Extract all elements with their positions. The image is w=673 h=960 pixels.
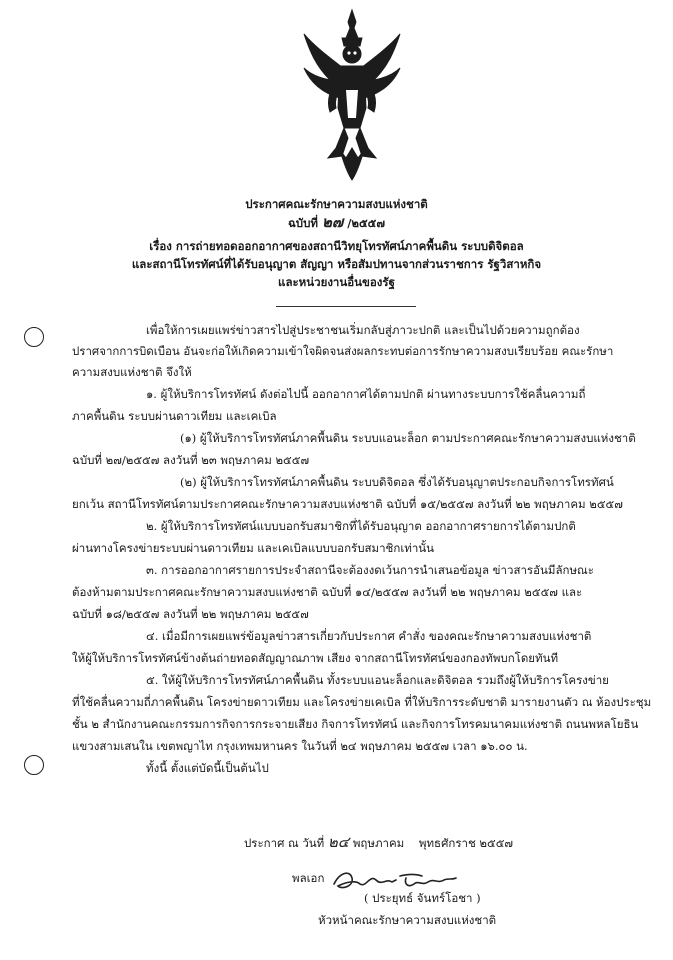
body-line: ๒. ผู้ให้บริการโทรทัศน์แบบบอกรับสมาชิกที่ได้รับอนุญาต ออกอากาศรายการได้ตามปกติ	[146, 519, 576, 533]
body-line: ๔. เมื่อมีการเผยแพร่ข้อมูลข่าวสารเกี่ยวกับประกาศ คำสั่ง ของคณะรักษาความสงบแห่งชาติ	[146, 629, 592, 643]
subject-line-2: และสถานีโทรทัศน์ที่ได้รับอนุญาต สัญญา หรือสัมปทานจากส่วนราชการ รัฐวิสาหกิจ	[131, 257, 542, 271]
punch-hole-bottom	[24, 755, 44, 775]
body-line: เพื่อให้การเผยแพร่ข่าวสารไปสู่ประชาชนเริ่มกลับสู่ภาวะปกติ และเป็นไปด้วยความถูกต้อง	[146, 323, 580, 337]
number-suffix: /๒๕๕๗	[347, 216, 386, 230]
body-line: แขวงสามเสนใน เขตพญาไท กรุงเทพมหานคร ในวันที่ ๒๔ พฤษภาคม ๒๕๕๗ เวลา ๑๖.๐๐ น.	[72, 739, 528, 753]
body-line: ชั้น ๒ สำนักงานคณะกรรมการกิจการกระจายเสียง กิจการโทรทัศน์ และกิจการโทรคมนาคมแห่งชาติ ถนนพหลโยธิน	[72, 717, 639, 731]
signer-position: หัวหน้าคณะรักษาความสงบแห่งชาติ	[318, 913, 497, 927]
date-prefix: ประกาศ ณ วันที่	[244, 836, 325, 850]
body-line: ยกเว้น สถานีโทรทัศน์ตามประกาศคณะรักษาความสงบแห่งชาติ ฉบับที่ ๑๕/๒๕๕๗ ลงวันที่ ๒๒ พฤษภาคม ๒๕๕๗	[72, 497, 623, 511]
body-line: ๑. ผู้ให้บริการโทรทัศน์ ดังต่อไปนี้ ออกอากาศได้ตามปกติ ผ่านทางระบบการใช้คลื่นความถี่	[146, 387, 586, 401]
body-line: ให้ผู้ให้บริการโทรทัศน์ข้างต้นถ่ายทอดสัญญาณภาพ เสียง จากสถานีโทรทัศน์ของกองทัพบกโดยทันที	[72, 651, 559, 665]
announcement-number	[0, 214, 673, 231]
subject-line-1: เรื่อง การถ่ายทอดออกอากาศของสถานีวิทยุโทรทัศน์ภาคพื้นดิน ระบบดิจิตอล	[149, 239, 524, 253]
date-month: พฤษภาคม	[352, 836, 405, 850]
announcement-date	[244, 834, 513, 851]
body-line: (๒) ผู้ให้บริการโทรทัศน์ภาคพื้นดิน ระบบดิจิตอล ซึ่งได้รับอนุญาตประกอบกิจการโทรทัศน์	[180, 475, 614, 489]
body-line: ต้องห้ามตามประกาศคณะรักษาความสงบแห่งชาติ ฉบับที่ ๑๔/๒๕๕๗ ลงวันที่ ๒๒ พฤษภาคม ๒๕๕๗ และ	[72, 585, 583, 599]
handwritten-signature	[330, 868, 460, 892]
body-line: ทั้งนี้ ตั้งแต่บัดนี้เป็นต้นไป	[146, 761, 269, 775]
body-line: ที่ใช้คลื่นความถี่ภาคพื้นดิน โครงข่ายดาวเทียม และโครงข่ายเคเบิล ที่ให้บริการระดับชาติ มารายงานตัว ณ ห้องประชุม	[72, 695, 652, 709]
body-line: ๕. ให้ผู้ให้บริการโทรทัศน์ภาคพื้นดิน ทั้งระบบแอนะล็อกและดิจิตอล รวมถึงผู้ให้บริการโครงข่าย	[146, 673, 609, 687]
body-line: ผ่านทางโครงข่ายระบบผ่านดาวเทียม และเคเบิลแบบบอกรับสมาชิกเท่านั้น	[72, 541, 435, 555]
body-line: (๑) ผู้ให้บริการโทรทัศน์ภาคพื้นดิน ระบบแอนะล็อก ตามประกาศคณะรักษาความสงบแห่งชาติ	[180, 431, 636, 445]
signer-name: ( ประยุทธ์ จันทร์โอชา )	[364, 891, 481, 905]
body-line: ฉบับที่ ๑๘/๒๕๕๗ ลงวันที่ ๒๒ พฤษภาคม ๒๕๕๗	[72, 607, 309, 621]
punch-hole-top	[24, 327, 44, 347]
body-line: ปราศจากการบิดเบือน อันจะก่อให้เกิดความเข้าใจผิดจนส่งผลกระทบต่อการรักษาความสงบเรียบร้อย คณะรักษา	[72, 344, 614, 358]
signer-rank: พลเอก	[292, 871, 325, 885]
body-line: ฉบับที่ ๒๗/๒๕๕๗ ลงวันที่ ๒๓ พฤษภาคม ๒๕๕๗	[72, 453, 310, 467]
date-year: พุทธศักราช ๒๕๕๗	[418, 836, 514, 850]
header-divider	[276, 306, 416, 307]
garuda-emblem	[300, 8, 404, 184]
subject-line-3: และหน่วยงานอื่นของรัฐ	[278, 275, 395, 289]
body-line: ๓. การออกอากาศรายการประจำสถานีจะต้องงดเว้นการนำเสนอข้อมูล ข่าวสารอันมีลักษณะ	[146, 563, 594, 577]
body-line: ภาคพื้นดิน ระบบผ่านดาวเทียม และเคเบิล	[72, 409, 277, 423]
number-prefix: ฉบับที่	[287, 216, 318, 230]
date-day-handwritten: ๒๔	[327, 833, 350, 851]
number-handwritten: ๒๗	[322, 213, 344, 231]
body-line: ความสงบแห่งชาติ จึงให้	[72, 365, 192, 379]
announcement-title: ประกาศคณะรักษาความสงบแห่งชาติ	[245, 197, 428, 211]
